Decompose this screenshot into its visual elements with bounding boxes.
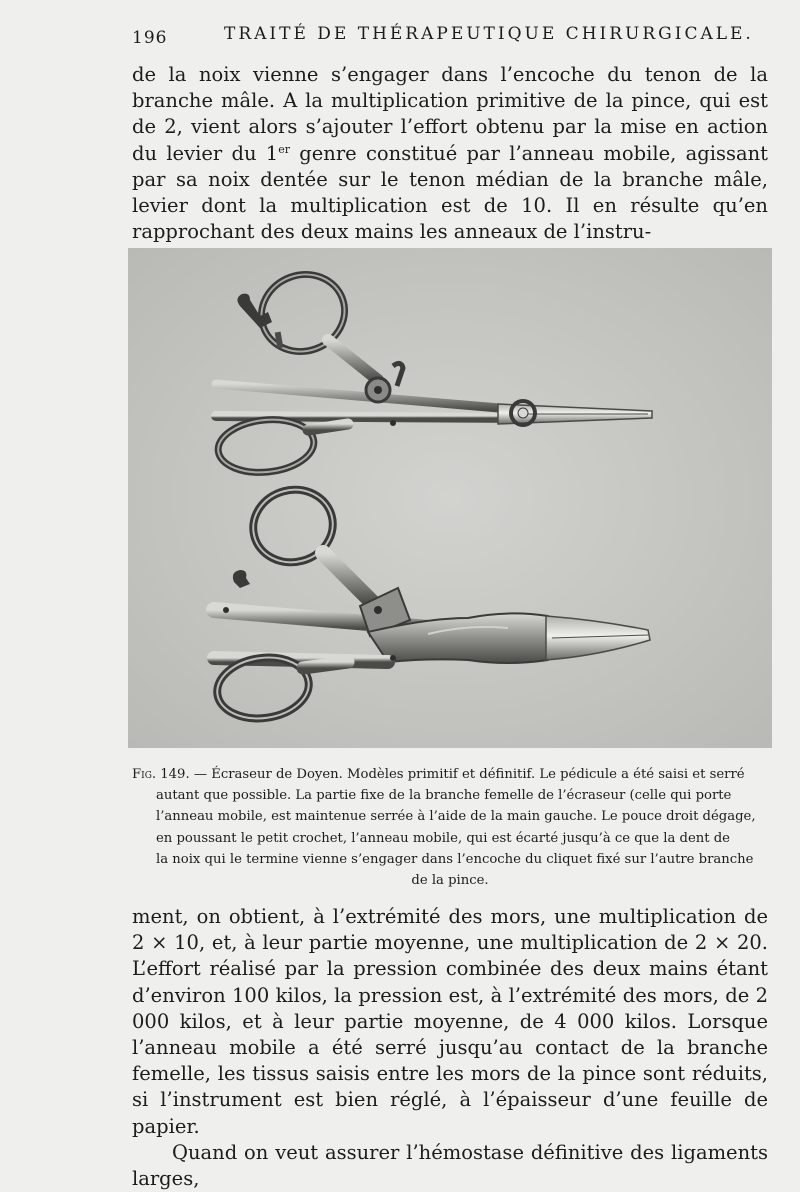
caption-line-3: l’anneau mobile, est maintenue serrée à l’aide de la main gauche. Le pouce droit dégage, bbox=[156, 809, 756, 825]
figure-plate bbox=[128, 248, 772, 748]
body-text-top bbox=[132, 62, 768, 245]
running-title: TRAITÉ DE THÉRAPEUTIQUE CHIRURGICALE. bbox=[224, 24, 754, 44]
body-text-bottom bbox=[132, 904, 768, 1192]
caption-line-2: autant que possible. La partie fixe de la branche femelle de l’écraseur (celle qui porte bbox=[156, 788, 732, 804]
figure-label: Fig. 149. bbox=[132, 767, 190, 782]
caption-line-4: en poussant le petit crochet, l’anneau mobile, qui est écarté jusqu’à ce que la dent de bbox=[156, 830, 730, 846]
body-paragraph-2: Quand on veut assurer l’hémostase définitive des ligaments larges, bbox=[132, 1140, 768, 1191]
page-number: 196 bbox=[132, 28, 168, 48]
caption-line-5: la noix qui le termine vienne s’engager dans l’encoche du cliquet fixé sur l’autre branche bbox=[156, 851, 754, 867]
caption-line-6: de la pince. bbox=[411, 873, 489, 889]
superscript-er: er bbox=[278, 142, 290, 156]
ecraseur-illustration bbox=[128, 248, 772, 748]
body-text-top-part1: de la noix vienne s’engager dans l’encoche du tenon de la branche mâle. A la multiplication primitive de la pince, qui est de 2, vient alors s’ajouter l’effort obtenu par la mise en action du levier du 1 bbox=[132, 63, 768, 165]
caption-line-1 bbox=[132, 764, 768, 785]
caption-line-1-text: — Écraseur de Doyen. Modèles primitif et définitif. Le pédicule a été saisi et serré bbox=[189, 767, 745, 782]
body-paragraph-1: ment, on obtient, à l’extrémité des mors, une multiplication de 2 × 10, et, à leur partie moyenne, une multiplication de 2 × 20. L’effort réalisé par la pression combinée des deux mains étant d’environ 100 kilos, la pression est, à l’extrémité des mors, de 2 000 kilos, et à leur partie moyenne, de 4 000 kilos. Lorsque l’anneau mobile a été serré jusqu’au contact de la branche femelle, les tissus saisis entre les mors de la pince sont réduits, si l’instrument est bien réglé, à l’épaisseur d’une feuille de papier. bbox=[132, 905, 768, 1138]
body-text-top-part2: genre constitué par l’anneau mobile, agissant par sa noix dentée sur le tenon médian de la branche mâle, levier dont la multiplication est de 10. Il en résulte qu’en rapprochant des deux mains les anneaux de l’instru- bbox=[132, 141, 768, 244]
running-head bbox=[132, 22, 768, 48]
figure-caption bbox=[132, 764, 768, 891]
